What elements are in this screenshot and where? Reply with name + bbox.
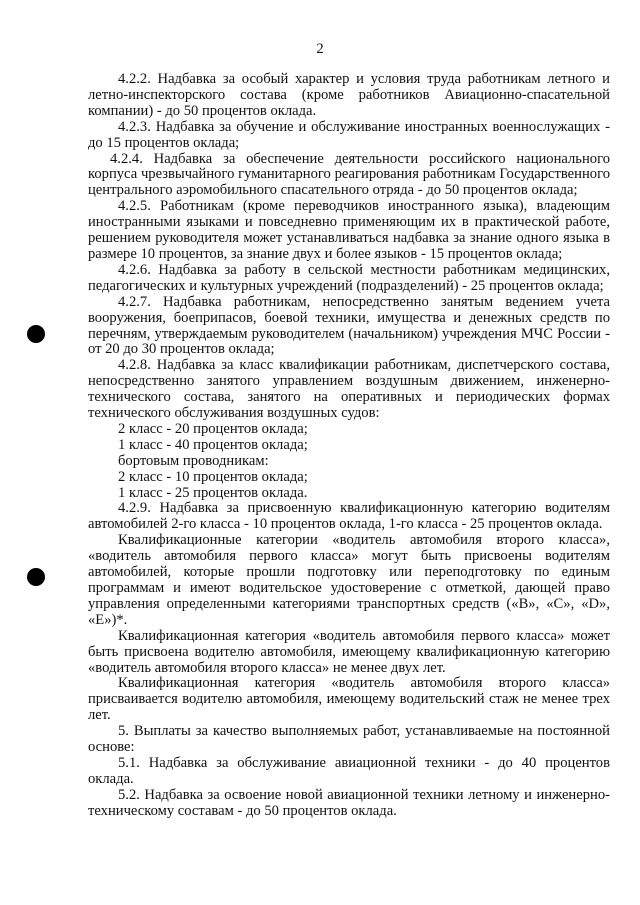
paragraph-first-class: Квалификационная категория «водитель автомобиля первого класса» может быть присвоена водителю автомобиля, имеющему квалификационную категорию «водитель автомобиля второго класса» не менее двух лет.	[88, 627, 610, 676]
paragraph-4-2-9: 4.2.9. Надбавка за присвоенную квалификационную категорию водителям автомобилей 2-го класса - 10 процентов оклада, 1-го класса - 25 процентов оклада.	[88, 500, 610, 533]
paragraph-5-1: 5.1. Надбавка за обслуживание авиационной техники - до 40 процентов оклада.	[88, 754, 610, 787]
paragraph-4-2-8: 4.2.8. Надбавка за класс квалификации работникам, диспетчерского состава, непосредственно занятого управлением воздушным движением, инженерно-технического состава, занятого на оперативных и периодических формах технического обслуживания воздушных судов:	[88, 357, 610, 422]
list-item: 1 класс - 25 процентов оклада.	[118, 484, 308, 501]
paragraph-driver-categories: Квалификационные категории «водитель автомобиля второго класса», «водитель автомобиля первого класса» могут быть присвоены водителям автомобилей, которые прошли подготовку или переподготовку по единым программам и имеют водительское удостоверение с отметкой, дающей право управления определенными категориями транспортных средств («В», «С», «D», «Е»)*.	[88, 532, 610, 628]
paragraph-4-2-4: 4.2.4. Надбавка за обеспечение деятельности российского национального корпуса чрезвычайного гуманитарного реагирования работникам Государственного центрального аэромобильного спасательного отряда - до 50 процентов оклада;	[88, 150, 610, 199]
paragraph-4-2-5: 4.2.5. Работникам (кроме переводчиков иностранного языка), владеющим иностранными языками и повседневно применяющим их в практической работе, решением руководителя может устанавливаться надбавка за знание одного языка в размере 10 процентов, за знание двух и более языков - 15 процентов оклада;	[88, 198, 610, 262]
punch-hole-mark	[27, 325, 45, 343]
paragraph-4-2-6: 4.2.6. Надбавка за работу в сельской местности работникам медицинских, педагогических и культурных учреждений (подразделений) - 25 процентов оклада;	[88, 261, 610, 294]
paragraph-5-2: 5.2. Надбавка за освоение новой авиационной техники летному и инженерно-техническому составам - до 50 процентов оклада.	[88, 786, 610, 819]
list-item: 2 класс - 10 процентов оклада;	[118, 468, 308, 485]
punch-hole-mark	[27, 568, 45, 586]
list-item: 2 класс - 20 процентов оклада;	[118, 420, 308, 437]
document-body	[88, 72, 610, 820]
paragraph-5: 5. Выплаты за качество выполняемых работ, устанавливаемые на постоянной основе:	[88, 723, 610, 756]
paragraph-4-2-7: 4.2.7. Надбавка работникам, непосредственно занятым ведением учета вооружения, боеприпасов, боевой техники, имущества и денежных средств по перечням, утверждаемым руководителем (начальником) учреждения МЧС России - от 20 до 30 процентов оклада;	[88, 293, 610, 358]
paragraph-second-class: Квалификационная категория «водитель автомобиля второго класса» присваивается водителю автомобиля, имеющему водительский стаж не менее трех лет.	[88, 675, 610, 724]
list-item: 1 класс - 40 процентов оклада;	[118, 436, 308, 453]
page-number: 2	[316, 41, 324, 57]
paragraph-4-2-3: 4.2.3. Надбавка за обучение и обслуживание иностранных военнослужащих - до 15 процентов оклада;	[88, 118, 610, 151]
list-item: бортовым проводникам:	[118, 452, 269, 469]
paragraph-4-2-2: 4.2.2. Надбавка за особый характер и условия труда работникам летного и летно-инспекторского состава (кроме работников Авиационно-спасательной компании) - до 50 процентов оклада.	[88, 71, 610, 119]
